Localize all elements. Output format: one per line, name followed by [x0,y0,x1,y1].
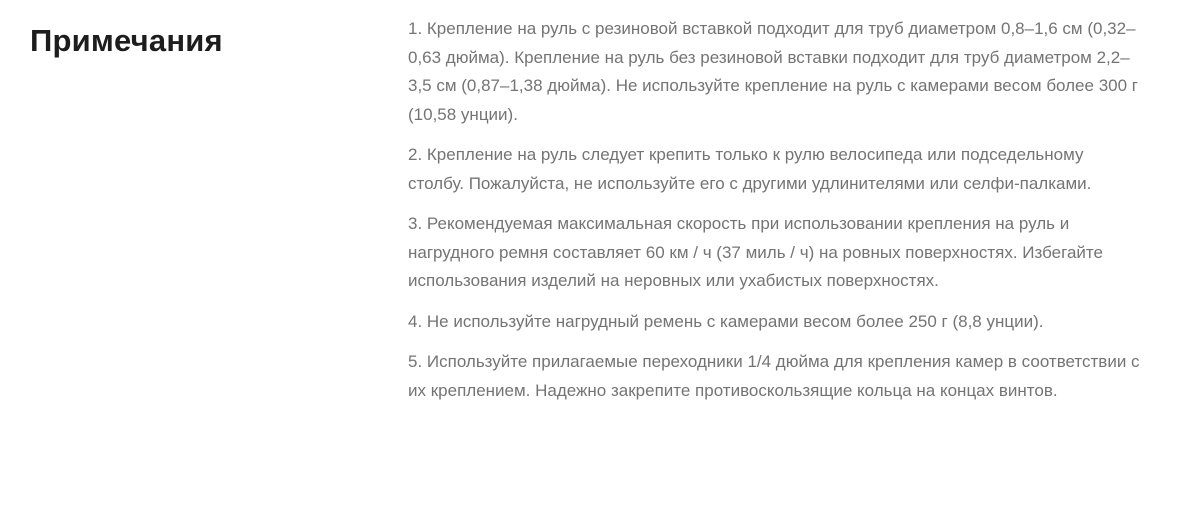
note-paragraph-5: 5. Используйте прилагаемые переходники 1/4 дюйма для крепления камер в соответствии с их креплением. Надежно закрепите противоскользящие кольца на концах винтов. [408,352,1140,400]
heading-column [0,0,408,60]
section-title: Примечания [30,23,223,58]
note-paragraph-2: 2. Крепление на руль следует крепить только к рулю велосипеда или подседельному столбу. Пожалуйста, не используйте его с другими удлинителями или селфи-палками. [408,145,1092,193]
note-paragraph-3: 3. Рекомендуемая максимальная скорость при использовании крепления на руль и нагрудного ремня составляет 60 км / ч (37 миль / ч) на ровных поверхностях. Избегайте использования изделий на неровных или ухабистых поверхностях. [408,214,1103,290]
notes-column [408,0,1150,405]
note-paragraph-4: 4. Не используйте нагрудный ремень с камерами весом более 250 г (8,8 унции). [408,311,1044,331]
note-paragraph-1: 1. Крепление на руль с резиновой вставкой подходит для труб диаметром 0,8–1,6 см (0,32–0,63 дюйма). Крепление на руль без резиновой вставки подходит для труб диаметром 2,2–3,5 см (0,87–1,38 дюйма). Не используйте крепление на руль с камерами весом более 300 г (10,58 унции). [408,19,1138,124]
